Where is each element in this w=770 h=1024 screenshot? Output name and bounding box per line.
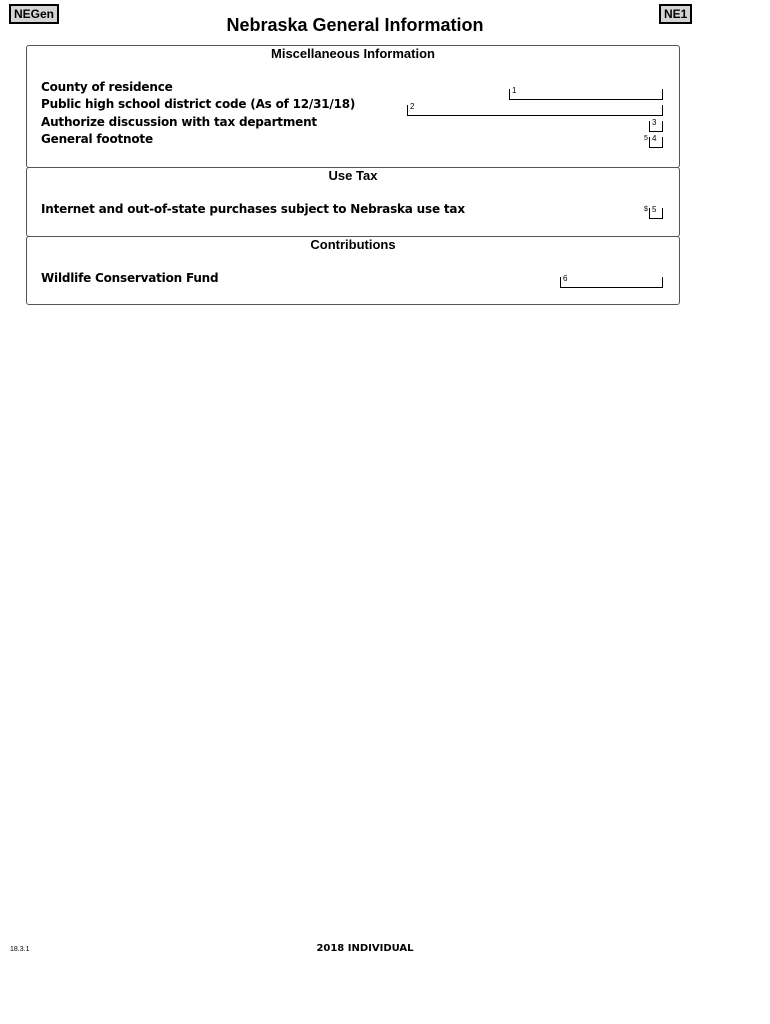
label-authorize-discussion: Authorize discussion with tax department [41, 115, 317, 129]
general-footnote-field[interactable] [649, 134, 663, 148]
school-district-code-field[interactable] [407, 102, 663, 116]
authorize-discussion-checkbox[interactable] [649, 118, 663, 132]
field-number: 1 [512, 86, 517, 95]
section-contributions [26, 236, 680, 305]
form-title: Nebraska General Information [226, 15, 484, 35]
label-school-district-code: Public high school district code (As of 12/31/18) [41, 97, 356, 111]
section-title: Miscellaneous Information [271, 46, 435, 61]
section-use-tax [26, 167, 680, 237]
county-of-residence-field[interactable] [509, 86, 663, 100]
page-code-tag: NE1 [659, 4, 692, 24]
footnote-mark: 5 [644, 135, 648, 142]
form-type-footer: 2018 INDIVIDUAL [316, 943, 414, 954]
wildlife-fund-field[interactable] [560, 274, 663, 288]
field-number: 5 [652, 205, 657, 214]
label-county-of-residence: County of residence [41, 80, 173, 94]
field-number: 4 [652, 134, 657, 143]
section-misc-info [26, 45, 680, 168]
version-number: 18.3.1 [10, 946, 30, 953]
section-title: Use Tax [328, 168, 378, 183]
label-use-tax-purchases: Internet and out-of-state purchases subject to Nebraska use tax [41, 202, 465, 216]
label-general-footnote: General footnote [41, 132, 153, 146]
field-number: 6 [563, 274, 568, 283]
field-number: 3 [652, 118, 657, 127]
dollar-mark: $ [644, 206, 648, 213]
section-title: Contributions [310, 237, 396, 252]
label-wildlife-fund: Wildlife Conservation Fund [41, 271, 219, 285]
field-number: 2 [410, 102, 415, 111]
use-tax-purchases-field[interactable] [649, 205, 663, 219]
form-code-tag: NEGen [9, 4, 59, 24]
